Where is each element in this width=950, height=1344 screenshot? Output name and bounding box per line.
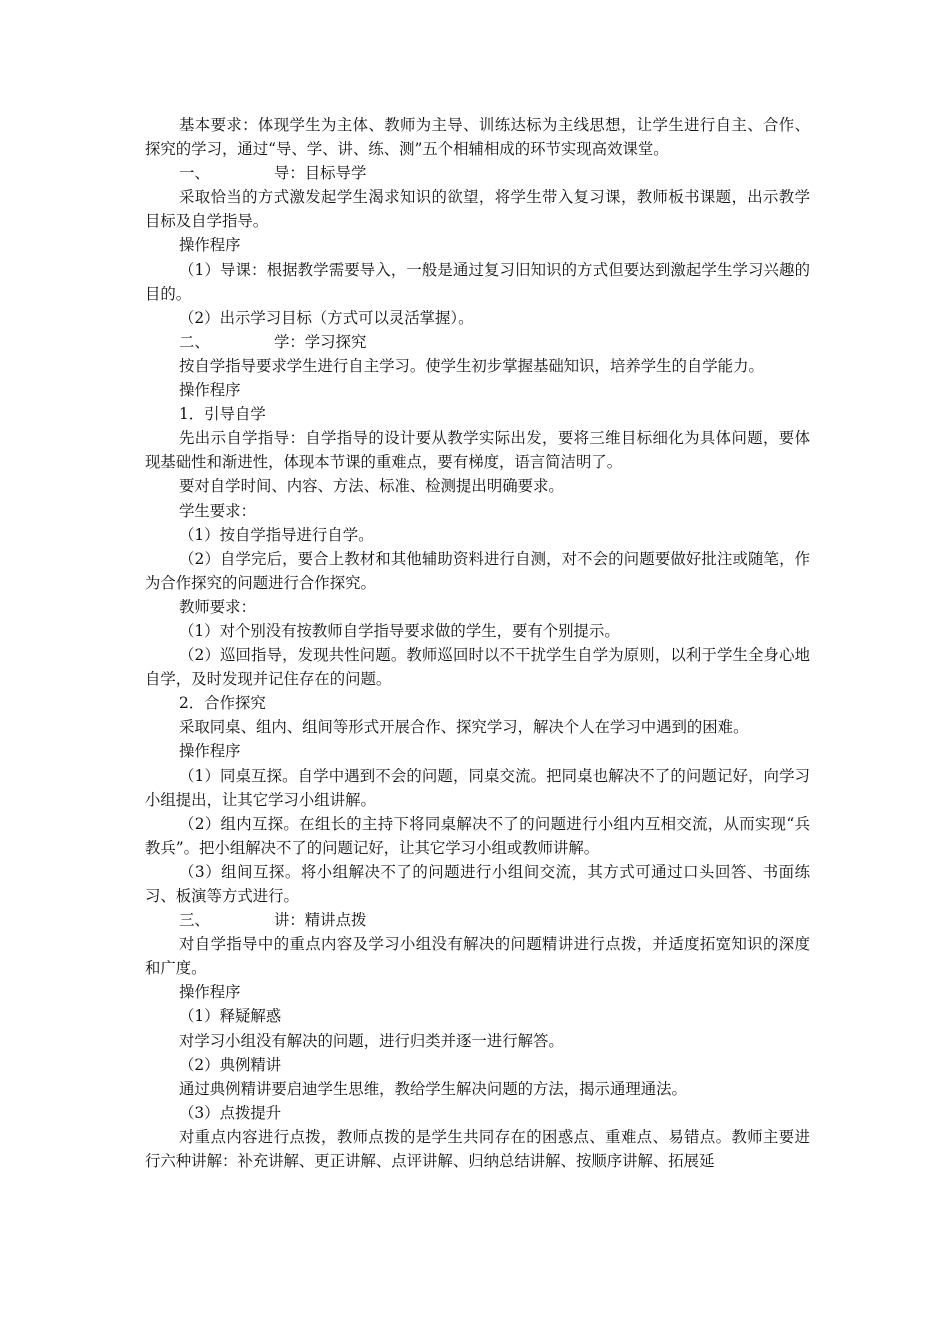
- paragraph: 1．引导自学: [179, 405, 266, 424]
- section-title: 学：学习探究: [274, 332, 367, 351]
- paragraph: 操作程序: [179, 742, 241, 761]
- paragraph: 通过典例精讲要启迪学生思维，教给学生解决问题的方法，揭示通理通法。: [179, 1079, 687, 1098]
- paragraph: （2）组内互探。在组长的主持下将同桌解决不了的问题进行小组内互相交流，从而实现“兵教兵”。把小组解决不了的问题记好，让其它学习小组或教师讲解。: [145, 814, 810, 857]
- paragraph: 按自学指导要求学生进行自主学习。使学生初步掌握基础知识，培养学生的自学能力。: [179, 356, 764, 375]
- paragraph: （2）巡回指导，发现共性问题。教师巡回时以不干扰学生自学为原则，以利于学生全身心地自学，及时发现并记住存在的问题。: [145, 646, 810, 689]
- paragraph: 对重点内容进行点拨，教师点拨的是学生共同存在的困惑点、重难点、易错点。教师主要进行六种讲解：补充讲解、更正讲解、点评讲解、归纳总结讲解、按顺序讲解、拓展延: [145, 1127, 810, 1171]
- section-number: 三、: [179, 911, 210, 930]
- paragraph: 基本要求：体现学生为主体、教师为主导、训练达标为主线思想，让学生进行自主、合作、探究的学习，通过“导、学、讲、练、测”五个相辅相成的环节实现高效课堂。: [145, 116, 810, 159]
- paragraph: 先出示自学指导：自学指导的设计要从教学实际出发，要将三维目标细化为具体问题，要体现基础性和渐进性，体现本节课的重难点，要有梯度，语言简洁明了。: [145, 429, 810, 472]
- section-number: 一、: [179, 164, 210, 183]
- paragraph: 采取恰当的方式激发起学生渴求知识的欲望，将学生带入复习课，教师板书课题，出示教学目标及自学指导。: [145, 188, 810, 231]
- section-title: 讲：精讲点拨: [274, 911, 367, 930]
- section-heading: [145, 330, 810, 354]
- paragraph: （3）组间互探。将小组解决不了的问题进行小组间交流，其方式可通过口头回答、书面练习、板演等方式进行。: [145, 862, 810, 905]
- paragraph: 操作程序: [179, 983, 241, 1002]
- section-heading: [145, 161, 810, 185]
- paragraph: 对自学指导中的重点内容及学习小组没有解决的问题精讲进行点拨，并适度拓宽知识的深度和广度。: [145, 935, 810, 978]
- paragraph: （2）出示学习目标（方式可以灵活掌握）。: [179, 308, 474, 327]
- paragraph: （1）释疑解惑: [179, 1007, 282, 1026]
- paragraph: 教师要求：: [179, 597, 256, 616]
- paragraph: 2．合作探究: [179, 694, 266, 713]
- document-body: [145, 113, 810, 1173]
- paragraph: （3）点拨提升: [179, 1103, 282, 1122]
- paragraph: （1）同桌互探。自学中遇到不会的问题，同桌交流。把同桌也解决不了的问题记好，向学习小组提出，让其它学习小组讲解。: [145, 766, 810, 809]
- paragraph: 要对自学时间、内容、方法、标准、检测提出明确要求。: [179, 477, 564, 496]
- paragraph: （1）导课：根据教学需要导入，一般是通过复习旧知识的方式但要达到激起学生学习兴趣的目的。: [145, 260, 810, 303]
- section-title: 导：目标导学: [274, 164, 367, 183]
- paragraph: 操作程序: [179, 236, 241, 255]
- paragraph: 操作程序: [179, 381, 241, 400]
- section-heading: [145, 908, 810, 932]
- section-number: 二、: [179, 332, 210, 351]
- paragraph: （2）自学完后，要合上教材和其他辅助资料进行自测，对不会的问题要做好批注或随笔，作为合作探究的问题进行合作探究。: [145, 549, 810, 592]
- paragraph: （1）按自学指导进行自学。: [179, 525, 374, 544]
- paragraph: （2）典例精讲: [179, 1055, 282, 1074]
- paragraph: 采取同桌、组内、组间等形式开展合作、探究学习，解决个人在学习中遇到的困难。: [179, 718, 749, 737]
- paragraph: （1）对个别没有按教师自学指导要求做的学生，要有个别提示。: [179, 621, 620, 640]
- paragraph: 学生要求：: [179, 501, 256, 520]
- paragraph: 对学习小组没有解决的问题，进行归类并逐一进行解答。: [179, 1031, 564, 1050]
